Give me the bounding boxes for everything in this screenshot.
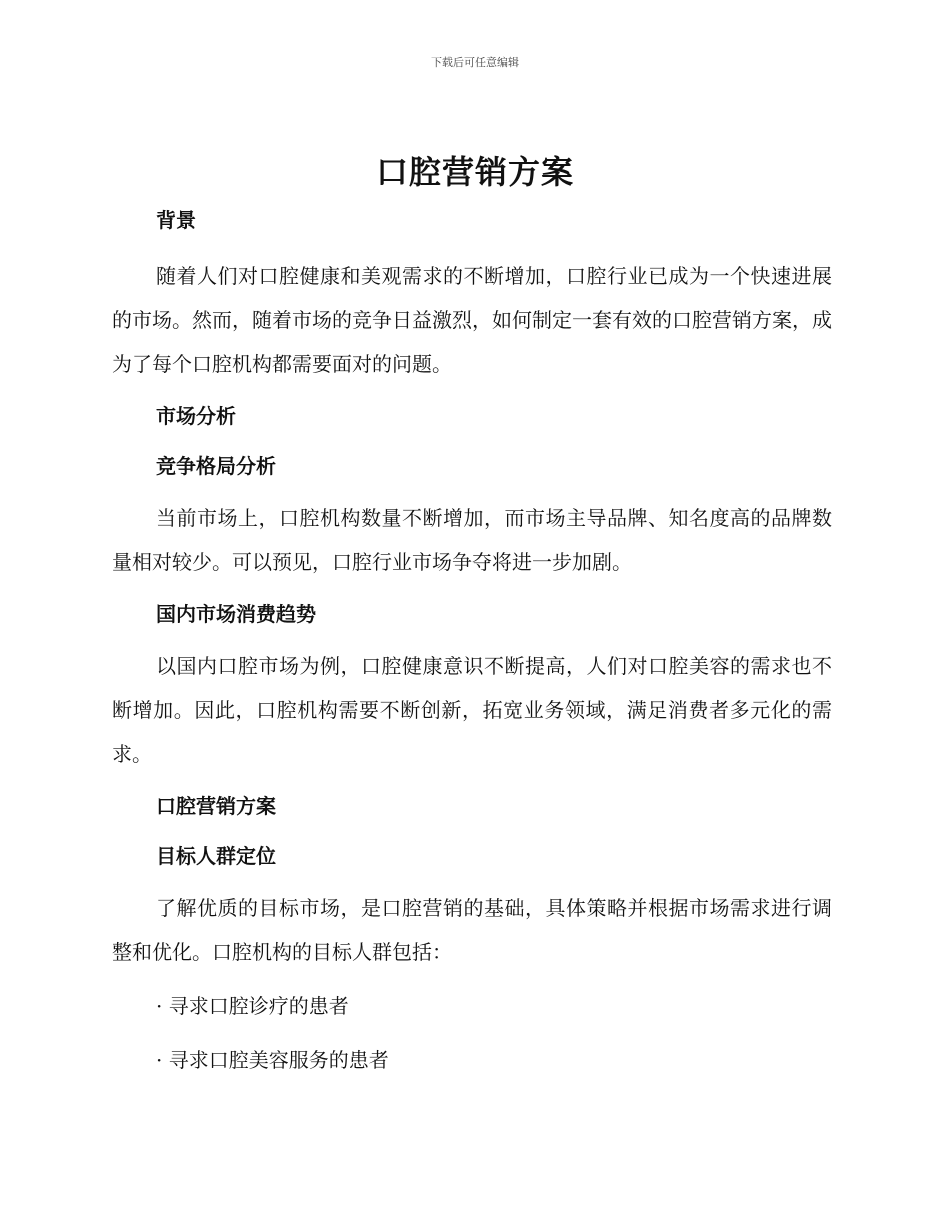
document-body xyxy=(112,200,832,1082)
heading-background: 背景 xyxy=(156,208,196,232)
document-title: 口腔营销方案 xyxy=(375,153,574,191)
heading-competition: 竞争格局分析 xyxy=(156,454,276,478)
paragraph-domestic-trend: 以国内口腔市场为例，口腔健康意识不断提高，人们对口腔美容的需求也不断增加。因此，口腔机构需要不断创新，拓宽业务领域，满足消费者多元化的需求。 xyxy=(112,654,832,766)
heading-marketing-plan: 口腔营销方案 xyxy=(156,794,276,818)
heading-market-analysis: 市场分析 xyxy=(156,404,236,428)
header-note: 下载后可任意编辑 xyxy=(431,56,519,69)
paragraph-competition: 当前市场上，口腔机构数量不断增加，而市场主导品牌、知名度高的品牌数量相对较少。可以预见，口腔行业市场争夺将进一步加剧。 xyxy=(112,506,832,574)
heading-domestic-trend: 国内市场消费趋势 xyxy=(156,602,316,626)
paragraph-background: 随着人们对口腔健康和美观需求的不断增加，口腔行业已成为一个快速进展的市场。然而，随着市场的竞争日益激烈，如何制定一套有效的口腔营销方案，成为了每个口腔机构都需要面对的问题。 xyxy=(112,264,832,376)
heading-target-audience: 目标人群定位 xyxy=(156,844,276,868)
paragraph-target-audience: 了解优质的目标市场，是口腔营销的基础，具体策略并根据市场需求进行调整和优化。口腔机构的目标人群包括： xyxy=(112,896,832,964)
list-item: · 寻求口腔美容服务的患者 xyxy=(156,1048,389,1072)
list-item: · 寻求口腔诊疗的患者 xyxy=(156,994,349,1018)
